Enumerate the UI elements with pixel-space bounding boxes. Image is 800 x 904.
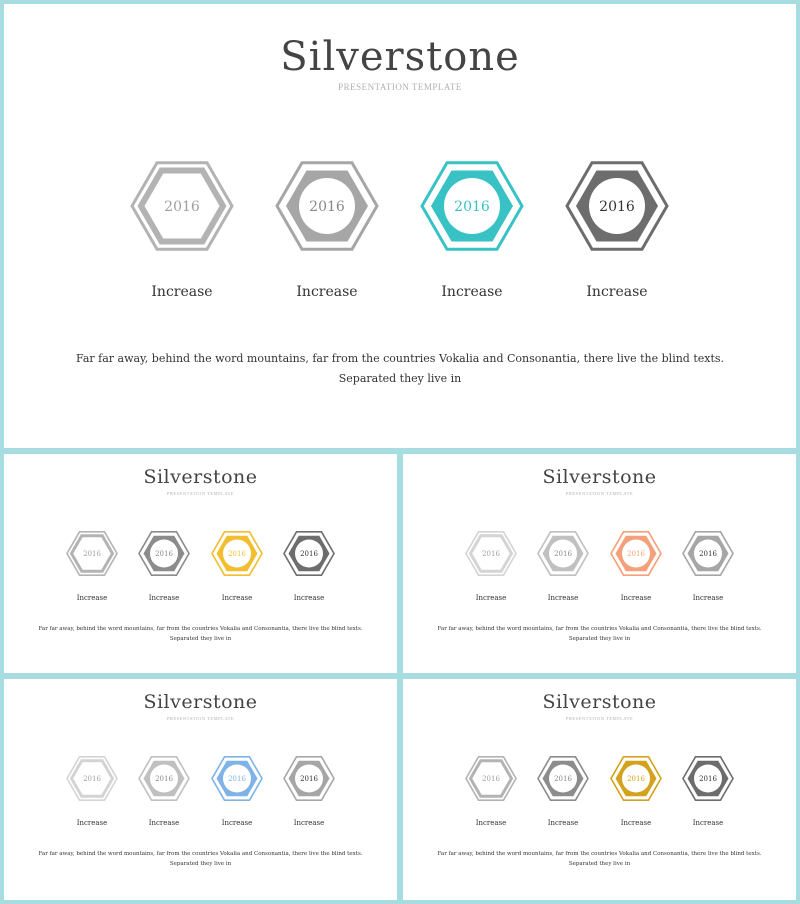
item-label: Increase (692, 819, 724, 827)
timeline-item[interactable] (680, 754, 736, 827)
item-label: Increase (620, 594, 652, 602)
timeline-item[interactable] (136, 529, 192, 602)
year-label: 2016 (454, 199, 490, 215)
slide-main[interactable] (4, 4, 796, 448)
item-label: Increase (475, 819, 507, 827)
slide-subtitle: PRESENTATION TEMPLATE (565, 491, 634, 496)
year-label: 2016 (627, 775, 645, 783)
timeline-item[interactable] (417, 159, 527, 300)
description (403, 625, 796, 644)
year-label: 2016 (155, 550, 173, 558)
year-label: 2016 (83, 775, 101, 783)
description (4, 850, 397, 869)
slide-subtitle: PRESENTATION TEMPLATE (565, 716, 634, 721)
timeline-item[interactable] (463, 754, 519, 827)
hexagon-badge (681, 529, 735, 578)
item-label: Increase (296, 284, 358, 300)
year-label: 2016 (164, 199, 200, 215)
year-label: 2016 (228, 775, 246, 783)
description-line: Separated they live in (169, 860, 232, 867)
description-line: Far far away, behind the word mountains, far from the countries Vokalia and Consonantia, there live the blind texts. (437, 626, 762, 632)
description-line: Separated they live in (338, 372, 462, 385)
timeline-item[interactable] (64, 754, 120, 827)
year-label: 2016 (554, 775, 572, 783)
slide-title: Silverstone (280, 34, 520, 80)
hexagon-badge (609, 529, 663, 578)
timeline-item[interactable] (64, 529, 120, 602)
hexagon-badge (282, 754, 336, 803)
year-label: 2016 (228, 550, 246, 558)
description-line: Far far away, behind the word mountains, far from the countries Vokalia and Consonantia, there live the blind texts. (38, 626, 363, 632)
slide-thumbnail-1[interactable] (4, 454, 397, 673)
description-line: Far far away, behind the word mountains, far from the countries Vokalia and Consonantia, there live the blind texts. (75, 352, 725, 365)
year-label: 2016 (300, 775, 318, 783)
item-label: Increase (475, 594, 507, 602)
hexagon-badge (420, 159, 524, 253)
hexagon-badge (565, 159, 669, 253)
hexagon-badge (464, 754, 518, 803)
description (4, 625, 397, 644)
item-label: Increase (692, 594, 724, 602)
timeline-item[interactable] (680, 529, 736, 602)
item-label: Increase (151, 284, 213, 300)
hexagon-badge (137, 754, 191, 803)
item-label: Increase (76, 819, 108, 827)
year-label: 2016 (309, 199, 345, 215)
hexagon-badge (609, 754, 663, 803)
year-label: 2016 (599, 199, 635, 215)
timeline-item[interactable] (535, 529, 591, 602)
year-label: 2016 (482, 775, 500, 783)
slide-title: Silverstone (143, 691, 258, 713)
slide-thumbnail-3[interactable] (4, 679, 397, 900)
hexagon-badge (275, 159, 379, 253)
hexagon-badge (464, 529, 518, 578)
year-label: 2016 (699, 550, 717, 558)
timeline-item[interactable] (136, 754, 192, 827)
timeline-item[interactable] (608, 754, 664, 827)
item-label: Increase (620, 819, 652, 827)
year-label: 2016 (482, 550, 500, 558)
hexagon-badge (210, 754, 264, 803)
description (4, 349, 796, 389)
timeline-item[interactable] (562, 159, 672, 300)
item-label: Increase (76, 594, 108, 602)
hexagon-badge (130, 159, 234, 253)
description-line: Far far away, behind the word mountains, far from the countries Vokalia and Consonantia, there live the blind texts. (437, 851, 762, 857)
description-line: Separated they live in (568, 635, 631, 642)
timeline-item[interactable] (272, 159, 382, 300)
description-line: Separated they live in (169, 635, 232, 642)
year-label: 2016 (155, 775, 173, 783)
hexagon-badge (536, 754, 590, 803)
year-label: 2016 (699, 775, 717, 783)
slide-subtitle: PRESENTATION TEMPLATE (338, 82, 462, 92)
slide-thumbnail-4[interactable] (403, 679, 796, 900)
timeline-item[interactable] (535, 754, 591, 827)
slide-title: Silverstone (542, 691, 657, 713)
year-label: 2016 (83, 550, 101, 558)
slide-subtitle: PRESENTATION TEMPLATE (166, 716, 235, 721)
hexagon-badge (681, 754, 735, 803)
hexagon-badge (282, 529, 336, 578)
year-label: 2016 (300, 550, 318, 558)
year-label: 2016 (554, 550, 572, 558)
timeline-item[interactable] (281, 754, 337, 827)
hexagon-badge (137, 529, 191, 578)
slide-title: Silverstone (143, 466, 258, 488)
timeline-item[interactable] (281, 529, 337, 602)
timeline-item[interactable] (608, 529, 664, 602)
item-label: Increase (221, 594, 253, 602)
timeline-item[interactable] (463, 529, 519, 602)
item-label: Increase (441, 284, 503, 300)
item-label: Increase (547, 819, 579, 827)
item-label: Increase (547, 594, 579, 602)
description-line: Separated they live in (568, 860, 631, 867)
item-label: Increase (148, 819, 180, 827)
hexagon-badge (65, 754, 119, 803)
hexagon-badge (536, 529, 590, 578)
timeline-item[interactable] (209, 754, 265, 827)
slide-title: Silverstone (542, 466, 657, 488)
item-label: Increase (586, 284, 648, 300)
slide-thumbnail-2[interactable] (403, 454, 796, 673)
item-label: Increase (221, 819, 253, 827)
year-label: 2016 (627, 550, 645, 558)
timeline-item[interactable] (209, 529, 265, 602)
item-label: Increase (293, 819, 325, 827)
item-label: Increase (293, 594, 325, 602)
hexagon-badge (210, 529, 264, 578)
description (403, 850, 796, 869)
hexagon-badge (65, 529, 119, 578)
item-label: Increase (148, 594, 180, 602)
slide-subtitle: PRESENTATION TEMPLATE (166, 491, 235, 496)
timeline-item[interactable] (127, 159, 237, 300)
description-line: Far far away, behind the word mountains, far from the countries Vokalia and Consonantia, there live the blind texts. (38, 851, 363, 857)
